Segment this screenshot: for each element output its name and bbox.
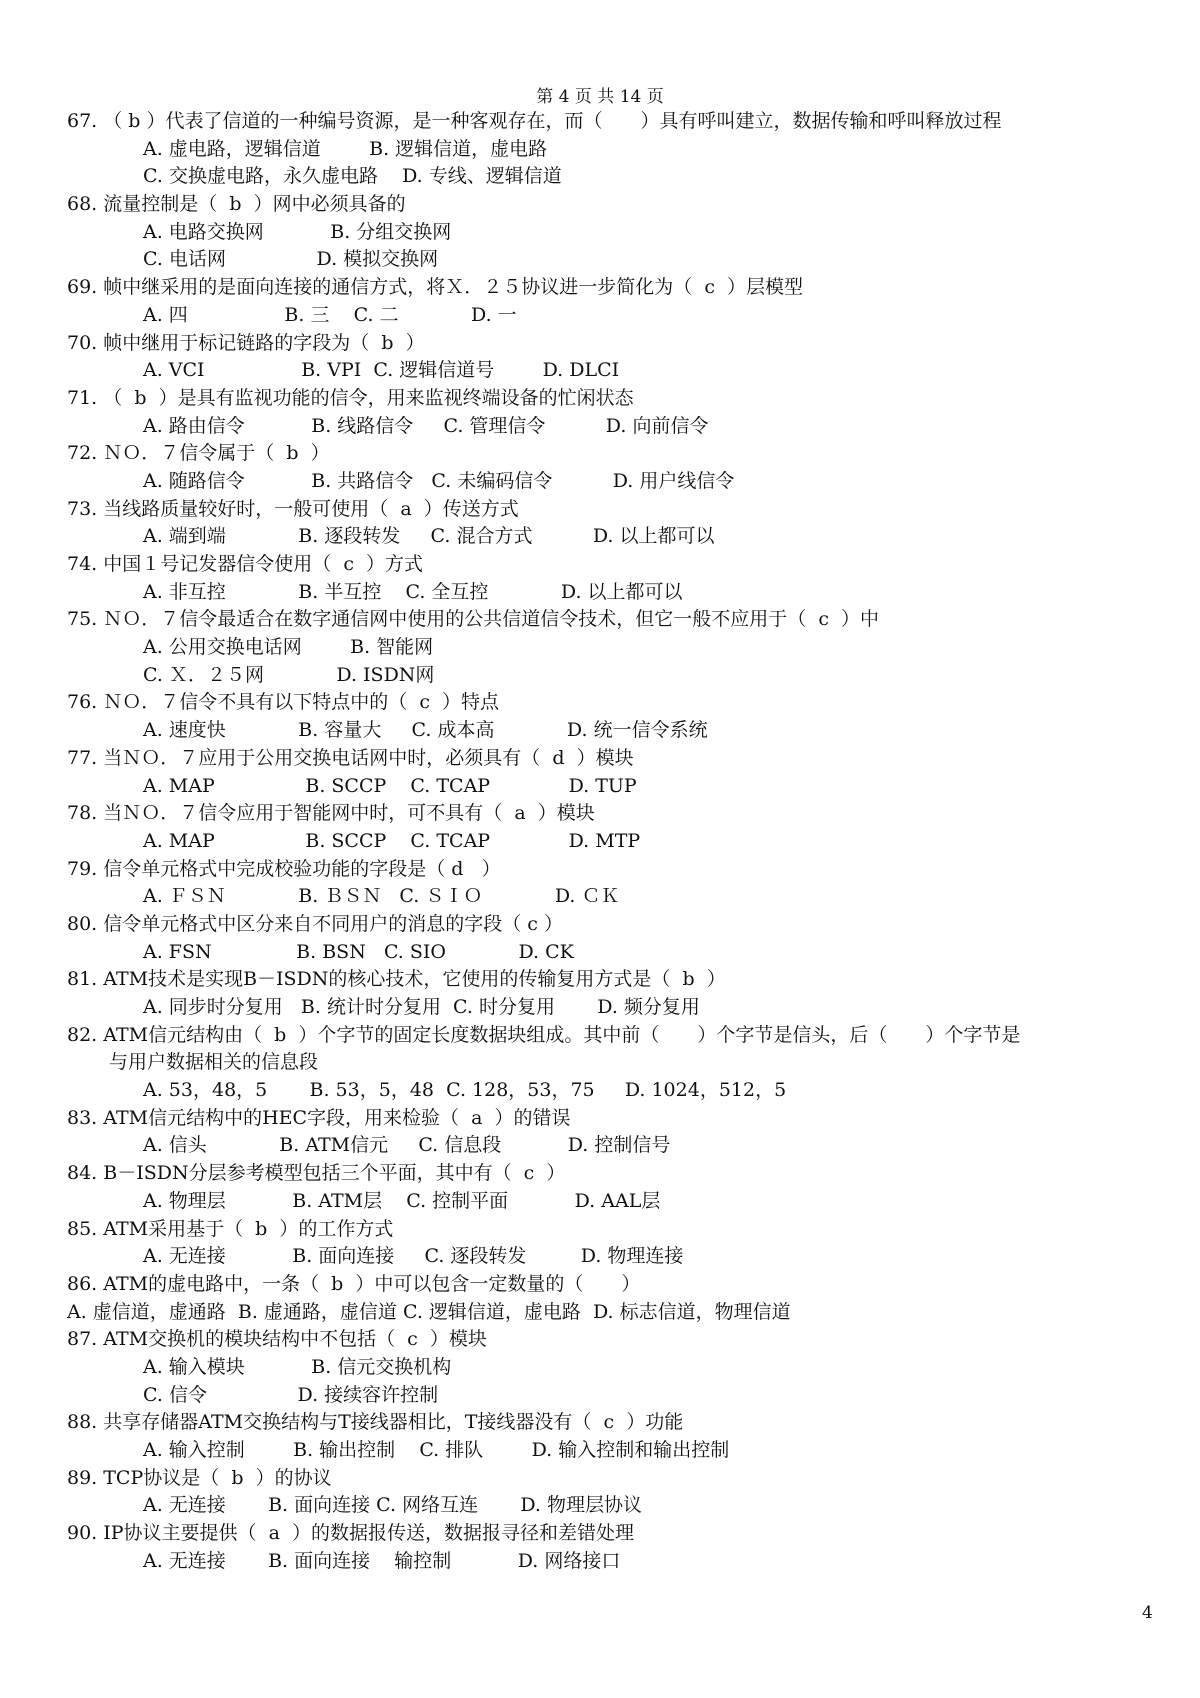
option-line: A. 随路信令 B. 共路信令 C. 未编码信令 D. 用户线信令 [143, 469, 735, 492]
option-line: A. ＦＳＮ B. ＢＳＮ C. ＳＩＯ D. ＣＫ [143, 885, 620, 908]
question-line: 72. ＮＯ．７信令属于（ b ） [67, 442, 330, 465]
question-line: 88. 共享存储器ATM交换结构与T接线器相比，T接线器没有（ c ）功能 [67, 1411, 684, 1434]
option-line: A. 同步时分复用 B. 统计时分复用 C. 时分复用 D. 频分复用 [143, 996, 700, 1018]
option-line: C. 交换虚电路，永久虚电路 D. 专线、逻辑信道 [143, 165, 562, 188]
option-line: A. 53，48，5 B. 53，5，48 C. 128，53，75 D. 1024，512，5 [143, 1079, 787, 1102]
question-line: 68. 流量控制是（ b ）网中必须具备的 [67, 193, 406, 216]
option-line: C. Ｘ．２５网 D. ISDN网 [143, 663, 435, 686]
question-line: 83. ATM信元结构中的HEC字段，用来检验（ a ）的错误 [67, 1106, 571, 1129]
option-line: A. VCI B. VPI C. 逻辑信道号 D. DLCI [143, 359, 620, 382]
question-line: 77. 当ＮＯ．７应用于公用交换电话网中时，必须具有（ d ）模块 [67, 746, 634, 769]
option-line: A. 虚信道，虚通路 B. 虚通路，虚信道 C. 逻辑信道，虚电路 D. 标志信道，物理信道 [67, 1300, 791, 1323]
question-line: 71. （ b ）是具有监视功能的信令，用来监视终端设备的忙闲状态 [67, 386, 634, 409]
page-header: 第 4 页 共 14 页 [536, 87, 664, 107]
option-line: A. 虚电路，逻辑信道 B. 逻辑信道，虚电路 [143, 137, 548, 160]
page-number: 4 [1142, 1603, 1153, 1623]
option-line: A. MAP B. SCCP C. TCAP D. TUP [143, 774, 637, 797]
option-line: A. 非互控 B. 半互控 C. 全互控 D. 以上都可以 [143, 580, 683, 603]
option-line: C. 信令 D. 接续容许控制 [143, 1383, 439, 1406]
question-line: 79. 信令单元格式中完成校验功能的字段是（ d ） [67, 857, 501, 880]
question-line: 86. ATM的虚电路中，一条（ b ）中可以包含一定数量的（ ） [67, 1272, 641, 1295]
question-line: 73. 当线路质量较好时，一般可使用（ a ）传送方式 [67, 497, 519, 520]
option-line: A. 物理层 B. ATM层 C. 控制平面 D. AAL层 [143, 1189, 661, 1212]
option-line: A. 无连接 B. 面向连接 C. 逐段转发 D. 物理连接 [143, 1245, 684, 1268]
option-line: A. 路由信令 B. 线路信令 C. 管理信令 D. 向前信令 [143, 414, 709, 437]
question-line: 82. ATM信元结构由（ b ）个字节的固定长度数据块组成。其中前（ ）个字节是信头，后（ ）个字节是 [67, 1023, 1021, 1046]
question-line: 85. ATM采用基于（ b ）的工作方式 [67, 1217, 394, 1240]
question-line: 89. TCP协议是（ b ）的协议 [67, 1466, 332, 1489]
question-line: 80. 信令单元格式中区分来自不同用户的消息的字段（ c ） [67, 912, 563, 935]
option-line: A. 电路交换网 B. 分组交换网 [143, 220, 452, 243]
option-line: A. 公用交换电话网 B. 智能网 [143, 636, 434, 659]
question-line: 81. ATM技术是实现B－ISDN的核心技术，它使用的传输复用方式是（ b ） [67, 968, 726, 991]
option-line: A. 输入控制 B. 输出控制 C. 排队 D. 输入控制和输出控制 [143, 1439, 730, 1461]
option-line: A. MAP B. SCCP C. TCAP D. MTP [143, 829, 641, 852]
question-line: 74. 中国１号记发器信令使用（ c ）方式 [67, 553, 424, 575]
option-line: A. FSN B. BSN C. SIO D. CK [143, 940, 574, 963]
question-line: 75. ＮＯ．７信令最适合在数字通信网中使用的公共信道信令技术，但它一般不应用于（ c ）中 [67, 608, 880, 631]
option-line: A. 信头 B. ATM信元 C. 信息段 D. 控制信号 [143, 1134, 671, 1157]
question-list [67, 108, 1152, 1575]
question-line: 69. 帧中继采用的是面向连接的通信方式，将Ｘ．２５协议进一步简化为（ c ）层模型 [67, 276, 804, 299]
question-continuation: 与用户数据相关的信息段 [109, 1051, 319, 1074]
question-line: 76. ＮＯ．７信令不具有以下特点中的（ c ）特点 [67, 691, 500, 714]
option-line: A. 无连接 B. 面向连接 C. 网络互连 D. 物理层协议 [143, 1494, 643, 1517]
question-line: 67. （ b ）代表了信道的一种编号资源，是一种客观存在，而（ ）具有呼叫建立，数据传输和呼叫释放过程 [67, 110, 1002, 132]
option-line: A. 无连接 B. 面向连接 输控制 D. 网络接口 [143, 1549, 621, 1572]
question-line: 78. 当ＮＯ．７信令应用于智能网中时，可不具有（ a ）模块 [67, 802, 595, 825]
option-line: A. 速度快 B. 容量大 C. 成本高 D. 统一信令系统 [143, 719, 708, 742]
question-line: 87. ATM交换机的模块结构中不包括（ c ）模块 [67, 1328, 487, 1351]
option-line: C. 电话网 D. 模拟交换网 [143, 248, 439, 271]
option-line: A. 端到端 B. 逐段转发 C. 混合方式 D. 以上都可以 [143, 525, 715, 548]
option-line: A. 输入模块 B. 信元交换机构 [143, 1355, 452, 1378]
question-line: 84. B－ISDN分层参考模型包括三个平面，其中有（ c ） [67, 1162, 566, 1185]
question-line: 70. 帧中继用于标记链路的字段为（ b ） [67, 331, 425, 354]
question-line: 90. IP协议主要提供（ a ）的数据报传送，数据报寻径和差错处理 [67, 1522, 635, 1545]
option-line: A. 四 B. 三 C. 二 D. 一 [143, 303, 517, 326]
